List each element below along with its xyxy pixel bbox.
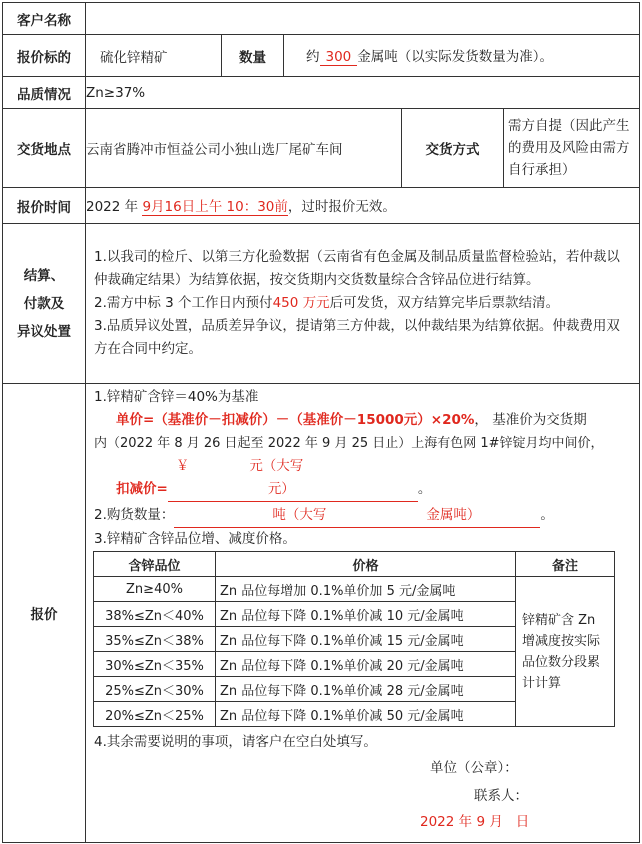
grade-price-title: 3.锌精矿含锌品位增、减度价格。 <box>94 531 296 547</box>
grade-header: 含锌品位 <box>94 552 216 577</box>
grade-cell: 20%≤Zn＜25% <box>94 702 216 727</box>
quote-item-label: 报价标的 <box>3 35 86 77</box>
note-cell: 锌精矿含 Zn 增减度按实际品位数分段累计计算 <box>516 577 615 727</box>
quote-time-row <box>3 188 640 224</box>
grade-cell: 30%≤Zn＜35% <box>94 652 216 677</box>
price-header: 价格 <box>216 552 516 577</box>
quote-time-suffix: ，过时报价无效。 <box>287 199 396 215</box>
deduction-input[interactable] <box>168 455 418 502</box>
grade-cell: 35%≤Zn＜38% <box>94 627 216 652</box>
settlement-body <box>86 224 640 384</box>
settlement-clause-2 <box>94 292 631 315</box>
sign-date: 2022 年 9 月 日 <box>420 814 530 830</box>
note-header: 备注 <box>516 552 615 577</box>
settlement-label-line-2: 付款及 <box>23 295 65 312</box>
customer-label: 客户名称 <box>3 3 86 35</box>
table-row <box>94 577 615 602</box>
quote-body <box>86 384 640 843</box>
deduction-unit: 元（大写 <box>249 458 304 474</box>
contact-person-label[interactable]: 联系人： <box>474 788 528 804</box>
settlement-label-line-3: 异议处置 <box>17 323 71 340</box>
delivery-method-label: 交货方式 <box>402 109 504 188</box>
price-cell: Zn 品位每下降 0.1%单价减 28 元/金属吨 <box>216 677 516 702</box>
grade-cell: Zn≥40% <box>94 577 216 602</box>
prepayment-amount: 450 万元 <box>272 295 330 311</box>
purchase-qty-ton: 吨（大写 <box>272 507 327 523</box>
price-cell: Zn 品位每下降 0.1%单价减 10 元/金属吨 <box>216 602 516 627</box>
delivery-value: 云南省腾冲市恒益公司小独山选厂尾矿车间 <box>86 109 402 188</box>
quotation-table <box>2 2 640 843</box>
customer-row <box>3 3 640 35</box>
grade-cell: 25%≤Zn＜30% <box>94 677 216 702</box>
quote-time-prefix: 2022 年 <box>86 199 139 215</box>
quote-item-value: 硫化锌精矿 <box>86 35 222 77</box>
settlement-clause-3: 3.品质异议处置，品质差异争议，提请第三方仲裁，以仲裁结果为结算依据。仲裁费用双方在合同中约定。 <box>94 318 620 357</box>
settlement-clause-2-b: 后可发货，双方结算完毕后票款结清。 <box>329 295 560 311</box>
settlement-row <box>3 224 640 384</box>
settlement-label <box>3 224 86 384</box>
purchase-qty-label: 2.购货数量： <box>94 507 175 523</box>
grade-table-header <box>94 552 615 577</box>
quote-row <box>3 384 640 843</box>
quantity-prefix: 约 <box>306 49 320 65</box>
settlement-label-line-1: 结算、 <box>23 267 65 284</box>
quantity-number[interactable]: 300 <box>320 49 358 66</box>
quantity-label: 数量 <box>222 35 284 77</box>
quantity-value <box>284 35 640 77</box>
settlement-clause-2-a: 2.需方中标 3 个工作日内预付 <box>94 295 273 311</box>
other-matters: 4.其余需要说明的事项，请客户在空白处填写。 <box>94 734 377 750</box>
quote-time-deadline: 9月16日上午 10：30前 <box>142 195 287 216</box>
delivery-method-value: 需方自提（因此产生的费用及风险由需方自行承担） <box>504 109 640 188</box>
purchase-qty-end: 。 <box>540 507 554 523</box>
quote-base-period: 内（2022 年 8 月 26 日起至 2022 年 9 月 25 日止）上海有色网 1#锌锭月均中间价， <box>94 436 604 451</box>
purchase-qty-input[interactable] <box>174 504 540 528</box>
formula-tail: ， 基准价为交货期 <box>474 412 587 428</box>
quote-item-row <box>3 35 640 77</box>
quality-value: Zn≥37% <box>86 77 640 109</box>
deduction-yen: ￥ <box>175 458 190 474</box>
quote-line-1: 1.锌精矿含锌＝40%为基准 <box>94 389 259 405</box>
quote-time-label: 报价时间 <box>3 188 86 224</box>
deduction-label: 扣减价= <box>116 481 168 497</box>
price-cell: Zn 品位每增加 0.1%单价加 5 元/金属吨 <box>216 577 516 602</box>
quality-row <box>3 77 640 109</box>
delivery-row <box>3 109 640 188</box>
delivery-label: 交货地点 <box>3 109 86 188</box>
quote-formula-line <box>90 409 635 432</box>
deduction-end: 。 <box>417 481 432 497</box>
grade-price-table <box>93 551 615 727</box>
price-cell: Zn 品位每下降 0.1%单价减 20 元/金属吨 <box>216 652 516 677</box>
quote-time-value <box>86 188 640 224</box>
price-cell: Zn 品位每下降 0.1%单价减 50 元/金属吨 <box>216 702 516 727</box>
deduction-line <box>90 455 635 502</box>
unit-price-formula: 单价=（基准价－扣减价）－（基准价－15000元）×20% <box>116 412 475 428</box>
company-seal-label[interactable]: 单位（公章）： <box>430 760 518 776</box>
customer-value[interactable] <box>86 3 640 35</box>
purchase-qty-unit: 金属吨） <box>426 507 481 523</box>
price-cell: Zn 品位每下降 0.1%单价减 15 元/金属吨 <box>216 627 516 652</box>
quality-label: 品质情况 <box>3 77 86 109</box>
deduction-unit-2: 元） <box>267 481 295 497</box>
grade-cell: 38%≤Zn＜40% <box>94 602 216 627</box>
quantity-suffix: 金属吨（以实际发货数量为准）。 <box>357 49 554 65</box>
quote-label: 报价 <box>3 384 86 843</box>
settlement-clause-1: 1.以我司的检斤、以第三方化验数据（云南省有色金属及制品质量监督检验站，若仲裁以仲裁确定结果）为结算依据，按交货期内交货数量综合含锌品位进行结算。 <box>94 249 620 288</box>
purchase-qty-line <box>90 504 635 528</box>
